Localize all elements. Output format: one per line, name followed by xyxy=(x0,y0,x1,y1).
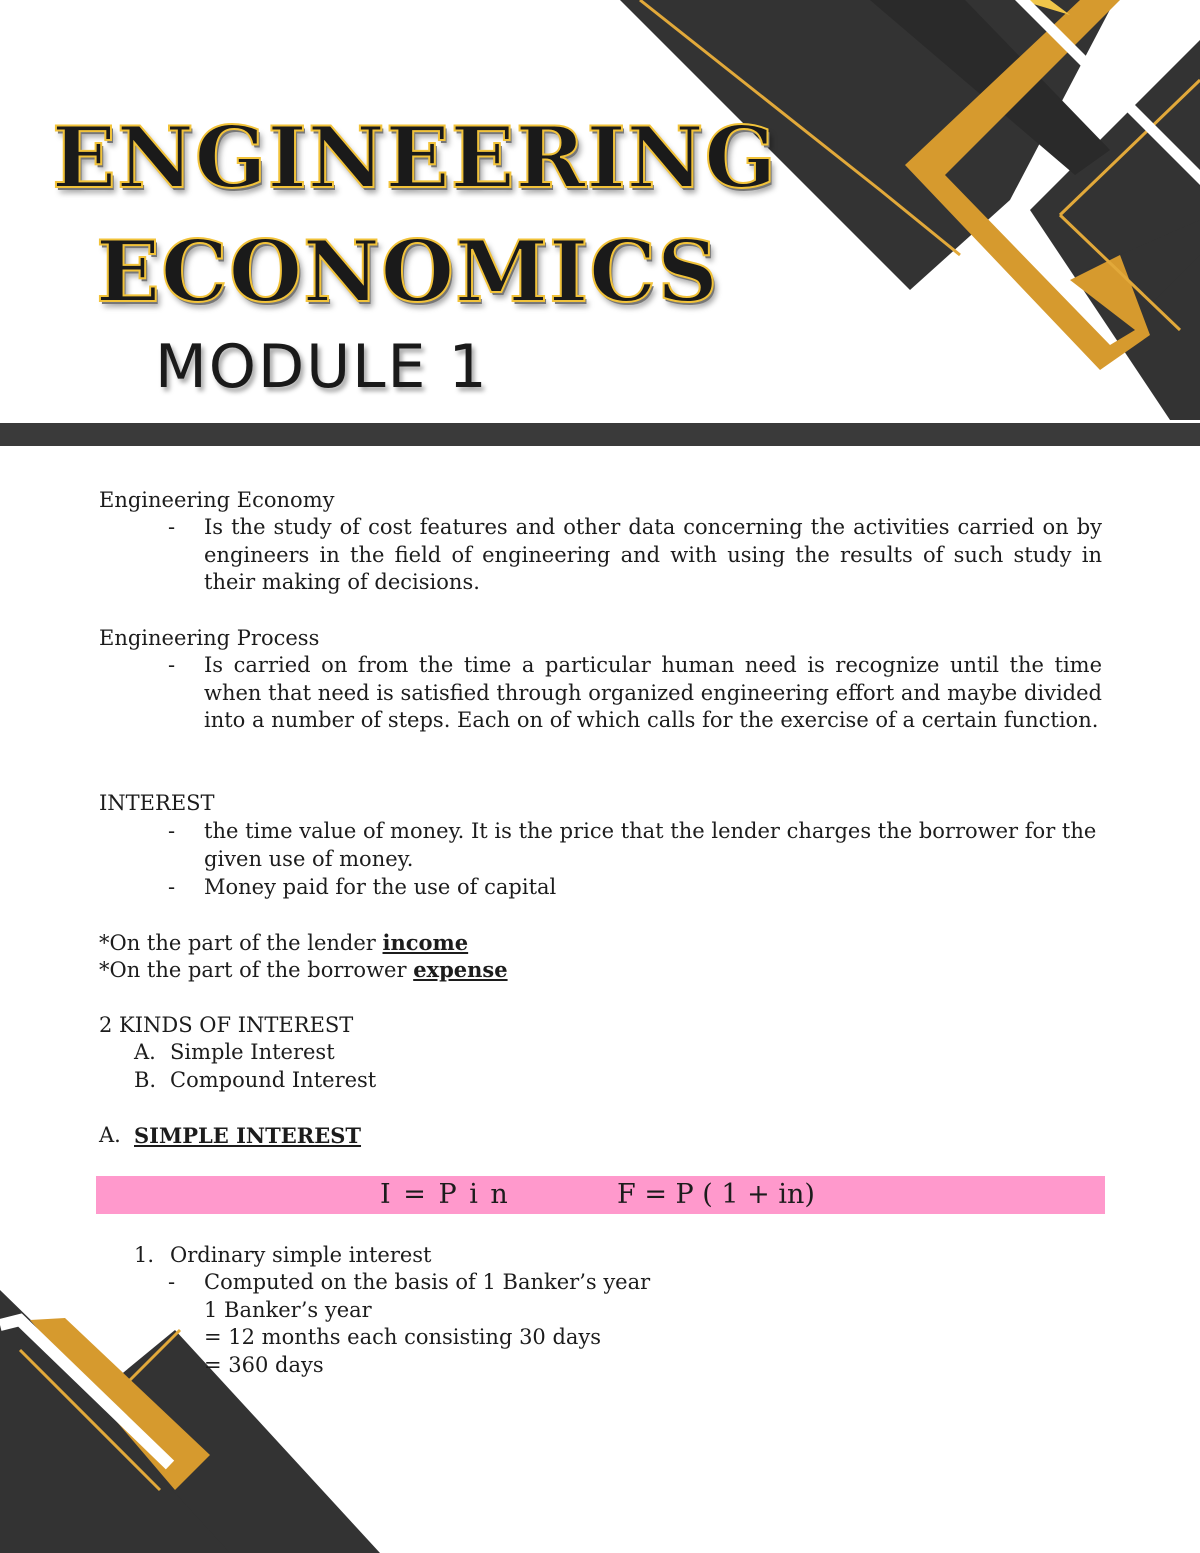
ordinary-simple-interest-heading: Ordinary simple interest xyxy=(170,1243,432,1267)
ordinary-definition: Computed on the basis of 1 Banker’s year xyxy=(204,1270,651,1294)
list-marker-1: 1. xyxy=(134,1243,155,1267)
borrower-note xyxy=(99,956,508,985)
list-marker-b: B. xyxy=(134,1068,157,1092)
bullet-dash: - xyxy=(168,653,176,677)
borrower-expense-term: expense xyxy=(413,957,508,982)
formula-highlight xyxy=(96,1176,1105,1214)
title-economics: ECONOMICS xyxy=(96,222,719,321)
formula-simple-interest: I = P i n xyxy=(380,1179,510,1210)
lender-income-term: income xyxy=(382,930,469,955)
engineering-process-definition: Is carried on from the time a particular human need is recognize until the time when that need is satisfied through organized engineering effort and maybe divided into a number of steps. Each on of which calls for the exercise of a certain function. xyxy=(204,653,1102,732)
kind-compound-interest: Compound Interest xyxy=(170,1068,377,1092)
engineering-economy-definition: Is the study of cost features and other data concerning the activities carried on by engineers in the field of engineering and with using the results of such study in their making of decisions. xyxy=(204,515,1102,594)
title-engineering: ENGINEERING xyxy=(52,108,778,207)
bullet-dash: - xyxy=(168,819,176,843)
bullet-dash: - xyxy=(168,1270,176,1294)
list-marker-a: A. xyxy=(134,1040,156,1064)
engineering-process-heading: Engineering Process xyxy=(99,626,320,650)
interest-definition-1: the time value of money. It is the price that the lender charges the borrower for the given use of money. xyxy=(204,819,1097,871)
bankers-year-line-1: 1 Banker’s year xyxy=(204,1298,372,1322)
header-divider xyxy=(0,423,1200,446)
formula-future-value: F = P ( 1 + in) xyxy=(617,1179,815,1210)
section-marker-a: A. xyxy=(99,1123,121,1147)
module-label: MODULE 1 xyxy=(155,332,489,402)
kinds-of-interest-heading: 2 KINDS OF INTEREST xyxy=(99,1013,354,1037)
bullet-dash: - xyxy=(168,515,176,539)
engineering-economy-heading: Engineering Economy xyxy=(99,488,335,512)
bankers-year-line-2: = 12 months each consisting 30 days xyxy=(204,1325,602,1349)
lender-note-text: *On the part of the lender xyxy=(99,931,383,955)
interest-heading: INTEREST xyxy=(99,791,215,815)
bankers-year-line-3: = 360 days xyxy=(204,1353,324,1377)
kind-simple-interest: Simple Interest xyxy=(170,1040,335,1064)
bullet-dash: - xyxy=(168,875,176,899)
simple-interest-heading: SIMPLE INTEREST xyxy=(134,1123,362,1148)
borrower-note-text: *On the part of the borrower xyxy=(99,958,414,982)
interest-definition-2: Money paid for the use of capital xyxy=(204,875,557,899)
lender-note xyxy=(99,929,468,958)
